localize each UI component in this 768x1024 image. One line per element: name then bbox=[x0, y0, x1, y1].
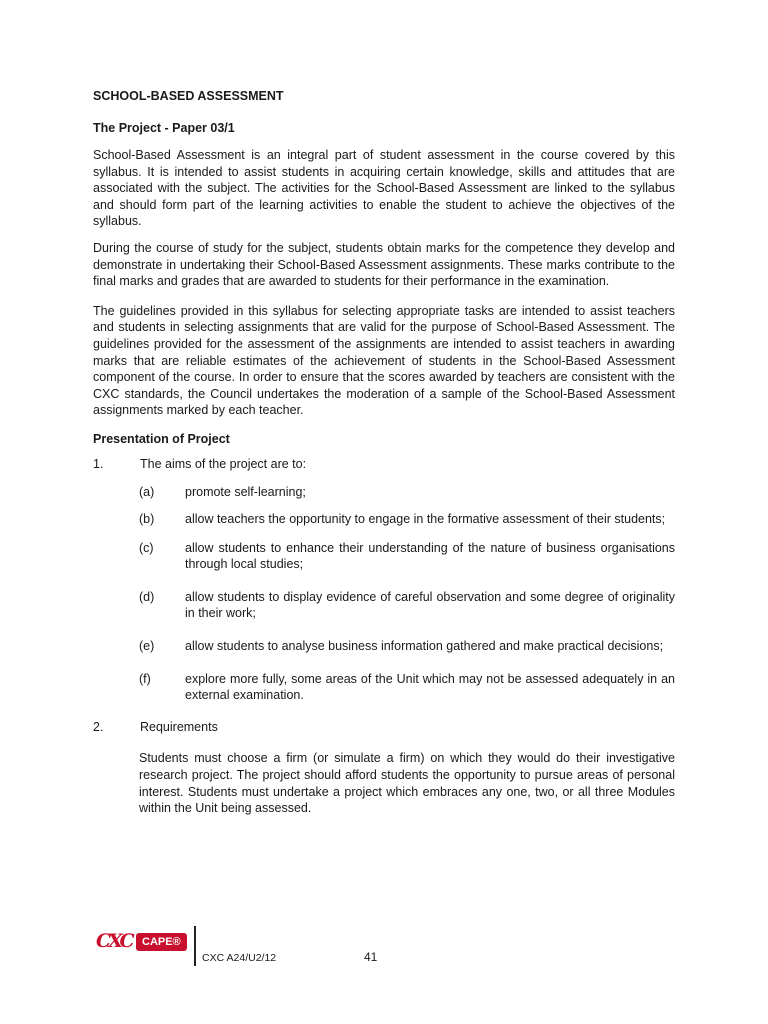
aim-label: (d) bbox=[139, 589, 155, 604]
aim-item-c bbox=[139, 540, 675, 573]
aim-item-b bbox=[139, 511, 675, 528]
list-number: 1. bbox=[93, 456, 104, 471]
aim-text: promote self-learning; bbox=[185, 484, 306, 499]
list-text: The aims of the project are to: bbox=[140, 456, 307, 471]
aim-label: (b) bbox=[139, 512, 155, 527]
paragraph-intro: School-Based Assessment is an integral part of student assessment in the course covered by this syllabus. It is intended to assist students in acquiring certain knowledge, skills and attitudes that are associated with the subject. The activities for the School-Based Assessment are linked to the syllabus and should form part of the learning activities to enable the student to achieve the objectives of the syllabus. bbox=[93, 148, 675, 229]
aim-text: allow students to enhance their understanding of the nature of business organisations through local studies; bbox=[185, 540, 675, 572]
list-text: Requirements bbox=[140, 719, 218, 734]
document-code: CXC A24/U2/12 bbox=[202, 952, 277, 964]
list-item-1 bbox=[93, 456, 675, 473]
list-item-2 bbox=[93, 719, 675, 736]
paragraph-marks: During the course of study for the subject, students obtain marks for the competence they develop and demonstrate in undertaking their School-Based Assessment assignments. These marks contribute to the final marks and grades that are awarded to students for their performance in the examination. bbox=[93, 240, 675, 289]
aim-label: (a) bbox=[139, 484, 155, 499]
aim-text: explore more fully, some areas of the Unit which may not be assessed adequately in an external examination. bbox=[185, 671, 675, 703]
aim-label: (c) bbox=[139, 540, 154, 555]
aim-text: allow students to analyse business information gathered and make practical decisions; bbox=[185, 639, 664, 654]
aim-text: allow teachers the opportunity to engage in the formative assessment of their students; bbox=[185, 512, 666, 527]
cxc-logo: CXC bbox=[96, 930, 132, 952]
aim-item-d bbox=[139, 589, 675, 622]
page-number: 41 bbox=[364, 950, 378, 964]
aim-label: (f) bbox=[139, 671, 151, 686]
project-title: The Project - Paper 03/1 bbox=[93, 121, 235, 135]
footer-divider bbox=[194, 926, 196, 966]
aim-label: (e) bbox=[139, 639, 155, 654]
aim-item-f bbox=[139, 671, 675, 704]
aim-item-a bbox=[139, 484, 675, 501]
cape-badge: CAPE® bbox=[136, 933, 187, 951]
paragraph-guidelines: The guidelines provided in this syllabus for selecting appropriate tasks are intended to assist teachers and students in selecting assignments that are valid for the purpose of School-Based Assessment. The guidelines provided for the assessment of the assignments are intended to assist teachers in awarding marks that are reliable estimates of the achievement of students in the School-Based Assessment component of the course. In order to ensure that the scores awarded by teachers are consistent with the CXC standards, the Council undertakes the moderation of a sample of the School-Based Assessment assignments marked by each teacher. bbox=[93, 303, 675, 418]
aim-text: allow students to display evidence of careful observation and some degree of originality in their work; bbox=[185, 589, 675, 621]
document-page bbox=[93, 88, 675, 829]
requirements-paragraph: Students must choose a firm (or simulate a firm) on which they would do their investigative research project. The project should afford students the opportunity to pursue areas of personal interest. Students must undertake a project which embraces any one, two, or all three Modules within the Unit being assessed. bbox=[139, 751, 675, 816]
page-footer bbox=[96, 926, 496, 970]
section-title: SCHOOL-BASED ASSESSMENT bbox=[93, 89, 284, 103]
presentation-title: Presentation of Project bbox=[93, 431, 230, 446]
aim-item-e bbox=[139, 638, 675, 655]
list-number: 2. bbox=[93, 719, 104, 734]
